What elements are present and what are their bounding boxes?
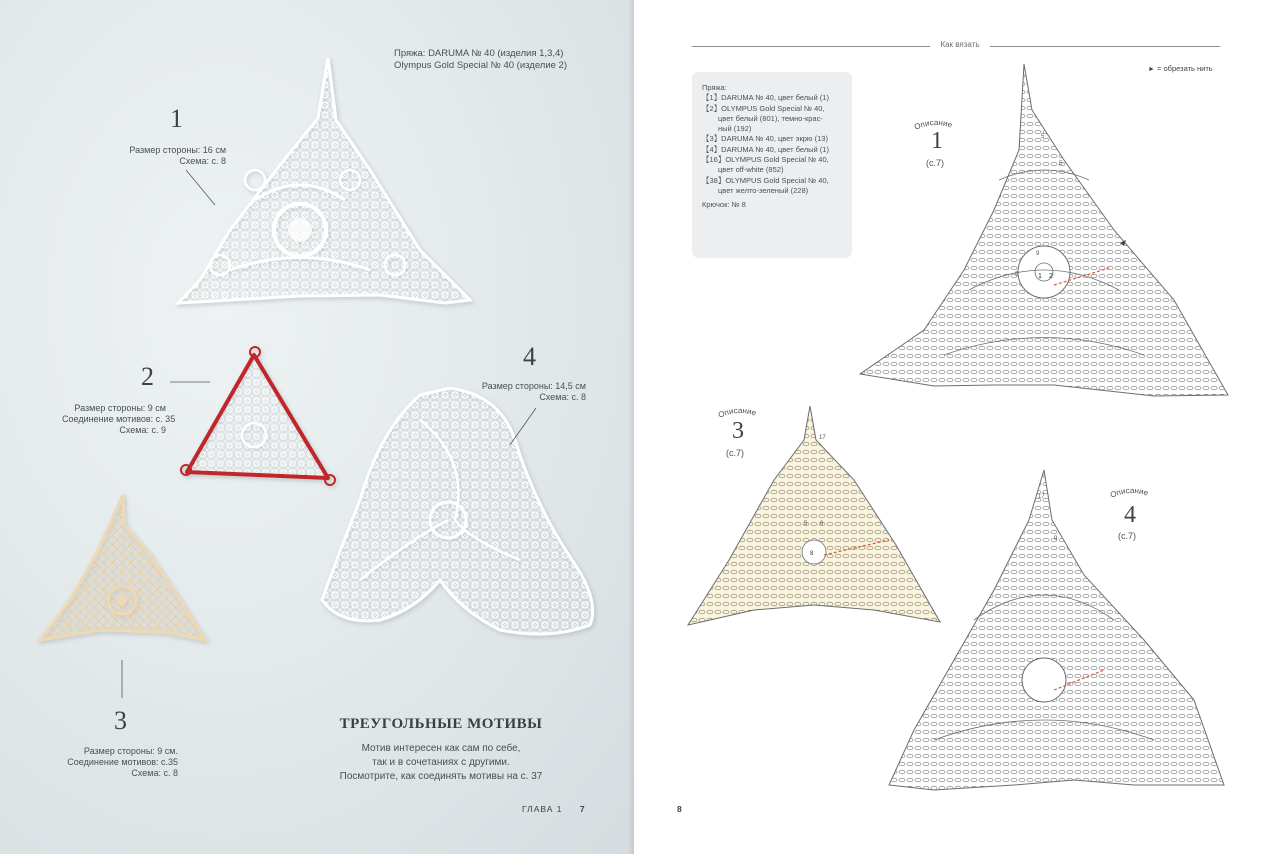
motif-number-2: 2 xyxy=(141,362,154,391)
yarn-box-title: Пряжа: xyxy=(702,83,727,92)
yarn-text: DARUMA № 40, цвет белый (1) xyxy=(721,93,829,103)
motif-joining: Соединение мотивов: с. 35 xyxy=(62,414,176,424)
yarn-text: OLYMPUS Gold Special № 40, xyxy=(725,175,829,185)
chart-1-diagram xyxy=(860,64,1228,396)
motif-3-info xyxy=(52,746,178,779)
yarn-text: DARUMA № 40, цвет экрю (13) xyxy=(721,134,828,144)
chart-1-ref: (с.7) xyxy=(926,158,944,168)
chart-1-number: 1 xyxy=(931,128,943,154)
yarn-text: OLYMPUS Gold Special № 40, xyxy=(725,155,829,165)
yarn-item-cont: цвет желто-зеленый (228) xyxy=(718,185,809,195)
page-footer-left xyxy=(522,804,586,814)
round-number: 5 xyxy=(1041,134,1045,140)
yarn-item-cont: цвет белый (801), темно-крас- xyxy=(718,113,823,123)
yarn-key: 【3】 xyxy=(702,134,722,144)
motif-2-info xyxy=(62,403,176,436)
chart-3-diagram xyxy=(688,406,940,625)
round-number: 17 xyxy=(819,435,826,441)
yarn-note-line: Пряжа: DARUMA № 40 (изделия 1,3,4) xyxy=(394,48,564,59)
legend-text: = обрезать нить xyxy=(1157,64,1213,73)
yarn-key: 【2】 xyxy=(702,103,722,113)
chart-1-label: Описание xyxy=(912,117,954,132)
yarn-key: 【16】 xyxy=(702,155,726,165)
page-number-left: 7 xyxy=(579,804,586,814)
chart-4-label: Описание xyxy=(1108,485,1150,500)
yarn-note-line: Olympus Gold Special № 40 (изделие 2) xyxy=(394,60,568,71)
page-number-right: 8 xyxy=(677,804,682,814)
crochet-diagrams xyxy=(634,0,1269,854)
round-number: 9 xyxy=(1036,251,1040,257)
motif-scheme: Схема: с. 8 xyxy=(539,392,586,402)
motif-4-info xyxy=(466,381,586,403)
round-number: 1 xyxy=(1038,273,1042,280)
round-number: 9 xyxy=(1054,536,1058,542)
motif-scheme: Схема: с. 8 xyxy=(179,156,226,166)
round-number: 8 xyxy=(810,551,814,557)
chart-page xyxy=(634,0,1269,854)
leader-line-1 xyxy=(186,170,215,205)
motif-joining: Соединение мотивов: с.35 xyxy=(67,757,178,767)
chart-3-number: 3 xyxy=(732,418,744,444)
page-header: Как вязать xyxy=(930,40,990,49)
yarn-key: 【1】 xyxy=(702,93,722,103)
round-number: 5 xyxy=(804,521,808,527)
photo-page xyxy=(0,0,634,854)
hook-size: Крючок: № 8 xyxy=(702,200,746,210)
section-desc-line: Мотив интересен как сам по себе, xyxy=(361,743,521,754)
yarn-item-cont: цвет off-white (852) xyxy=(718,165,784,175)
motif-scheme: Схема: с. 9 xyxy=(119,425,166,435)
motif-size: Размер стороны: 14,5 см xyxy=(481,381,586,391)
motif-number-4: 4 xyxy=(523,342,536,371)
leader-line-4 xyxy=(510,408,536,445)
section-description xyxy=(318,742,564,784)
section-desc-line: так и в сочетаниях с другими. xyxy=(372,757,510,768)
chart-4-diagram xyxy=(889,470,1224,790)
chart-3-label: Описание xyxy=(716,405,758,420)
round-number: 6 xyxy=(820,521,824,527)
section-title: ТРЕУГОЛЬНЫЕ МОТИВЫ xyxy=(339,716,543,732)
motif-size: Размер стороны: 9 см. xyxy=(83,746,178,756)
cut-yarn-arrow-icon: ► xyxy=(1148,66,1155,73)
yarn-key: 【4】 xyxy=(702,144,722,154)
yarn-item-cont: ный (192) xyxy=(718,124,752,134)
round-number: 5 xyxy=(1015,272,1019,278)
chart-3-ref: (с.7) xyxy=(726,448,744,458)
motif-size: Размер стороны: 9 см xyxy=(74,403,166,413)
motif-scheme: Схема: с. 8 xyxy=(131,768,178,778)
section-desc-line: Посмотрите, как соединять мотивы на с. 37 xyxy=(339,771,543,782)
chart-4-number: 4 xyxy=(1124,502,1136,528)
round-number: 17 xyxy=(1038,494,1045,500)
chapter-label: ГЛАВА 1 xyxy=(522,804,563,814)
chart-4-ref: (с.7) xyxy=(1118,531,1136,541)
yarn-text: OLYMPUS Gold Special № 40, xyxy=(721,103,825,113)
yarn-text: DARUMA № 40, цвет белый (1) xyxy=(721,144,829,154)
motif-number-3: 3 xyxy=(114,706,127,735)
round-number: 2 xyxy=(1049,273,1053,280)
motif-size: Размер стороны: 16 см xyxy=(129,145,226,155)
motif-number-1: 1 xyxy=(170,104,183,133)
yarn-key: 【38】 xyxy=(702,175,726,185)
round-number: 5 xyxy=(1059,161,1063,167)
